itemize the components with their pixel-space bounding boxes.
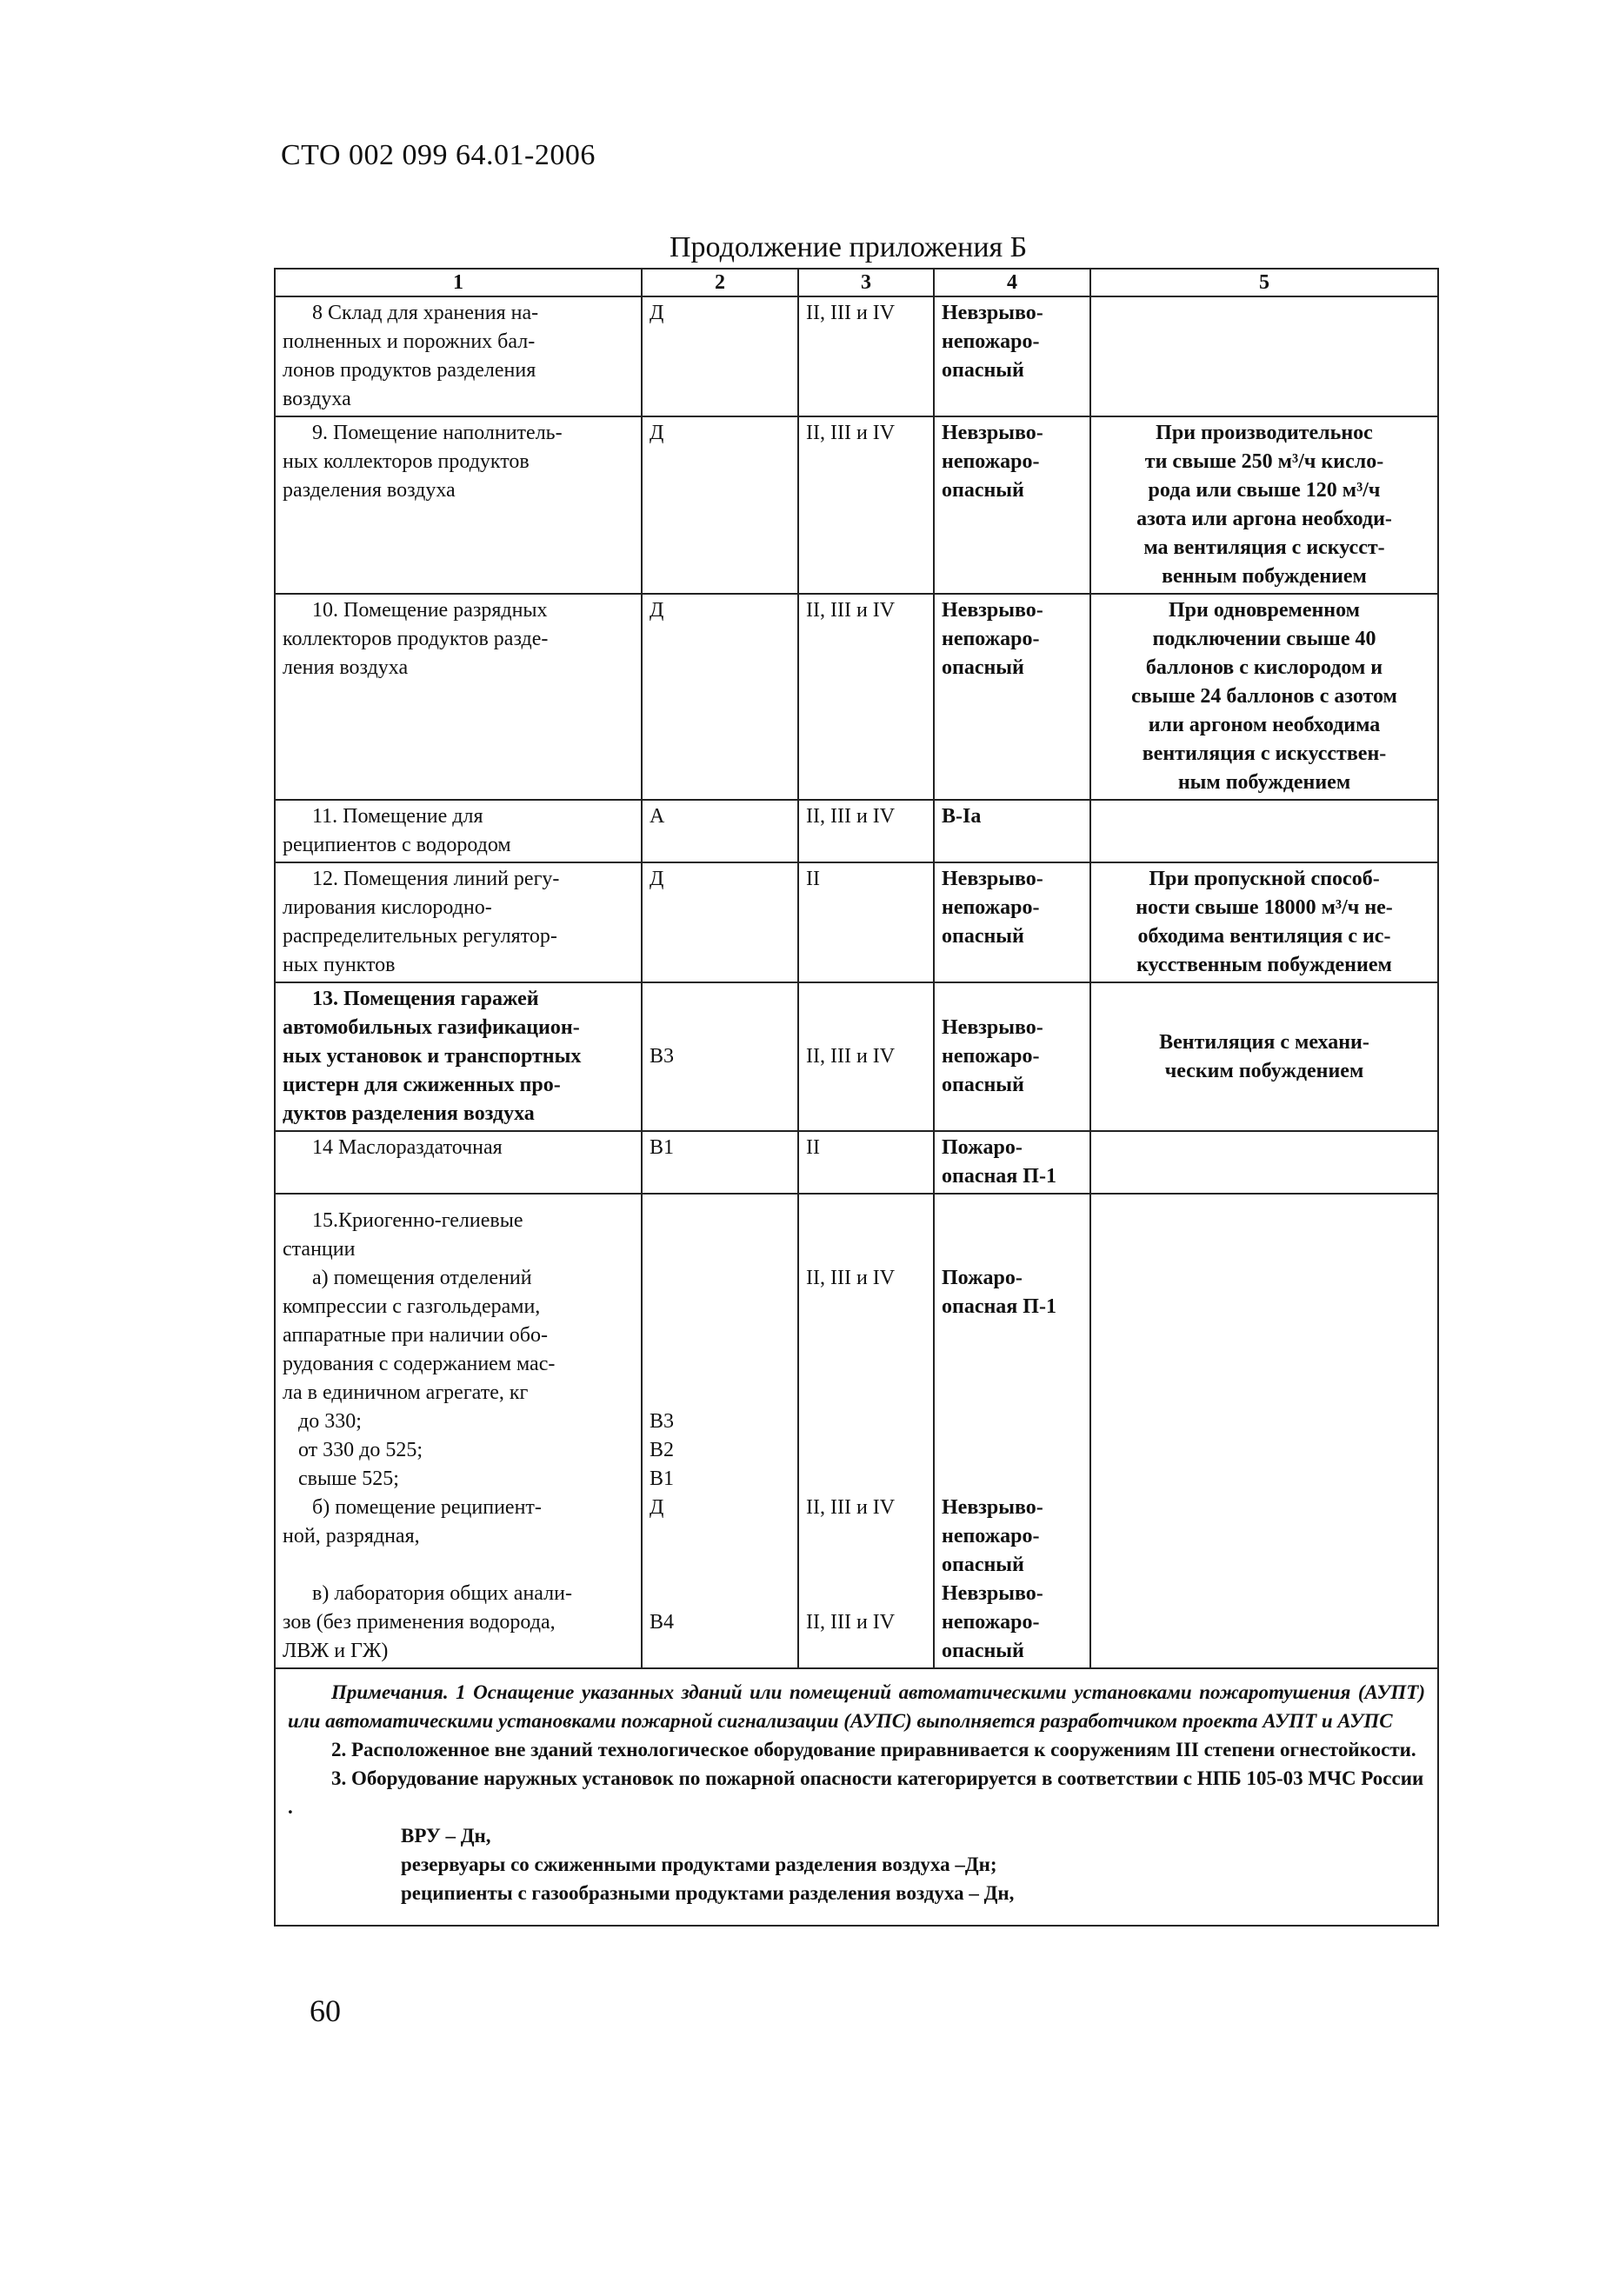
- hazard-class-cell: [934, 1131, 1090, 1194]
- fire-resistance-cell: II: [798, 862, 934, 982]
- room-name-cell: [275, 594, 642, 800]
- cell-line: 15.Криогенно-гелиевые: [312, 1209, 523, 1232]
- cell-line: непожаро-: [942, 450, 1040, 473]
- cell-line: Невзрыво-: [942, 868, 1043, 890]
- cell-line: рудования с содержанием мас-: [283, 1353, 556, 1375]
- cell-line: разделения воздуха: [283, 479, 456, 502]
- category-cell: В3: [642, 982, 798, 1131]
- cell-line: автомобильных газификацион-: [283, 1016, 580, 1039]
- cell-line: свыше 525;: [298, 1467, 399, 1490]
- table-caption: Продолжение приложения Б: [670, 231, 1028, 263]
- cell-line: Невзрыво-: [942, 599, 1043, 622]
- hazard-class-cell: [934, 296, 1090, 416]
- fire-resistance-cell: II, III и IV: [798, 982, 934, 1131]
- cell-line: коллекторов продуктов разде-: [283, 628, 549, 650]
- cell-line: II, III и IV: [806, 1267, 896, 1289]
- column-header-4: 4: [934, 269, 1090, 296]
- cell-line: воздуха: [283, 388, 351, 410]
- cell-line: II, III и IV: [806, 1496, 896, 1519]
- cell-line: обходима вентиляция с ис-: [1137, 925, 1391, 948]
- note-1-text-end: разработчиком проекта АУПТ и АУПС: [1040, 1710, 1393, 1732]
- notes-label: Примечания.: [331, 1681, 449, 1703]
- cell-line: или аргоном необходима: [1148, 714, 1381, 736]
- hazard-class-cell: [934, 862, 1090, 982]
- category-cell: [642, 1194, 798, 1668]
- category-cell: Д: [642, 862, 798, 982]
- column-header-1: 1: [275, 269, 642, 296]
- fire-resistance-cell: II, III и IV: [798, 416, 934, 594]
- cell-line: азота или аргона необходи-: [1136, 508, 1392, 530]
- cell-line: В4: [650, 1611, 675, 1634]
- cell-line: Невзрыво-: [942, 1582, 1043, 1605]
- category-cell: Д: [642, 594, 798, 800]
- cell-line: непожаро-: [942, 330, 1040, 353]
- hazard-class-cell: [934, 416, 1090, 594]
- cell-line: 9. Помещение наполнитель-: [312, 422, 563, 444]
- cell-line: ти свыше 250 м³/ч кисло-: [1144, 450, 1384, 473]
- cell-line: ным побуждением: [1177, 771, 1351, 794]
- cell-line: до 330;: [298, 1410, 362, 1433]
- cell-line: опасный: [942, 1554, 1024, 1576]
- cell-line: в) лаборатория общих анали-: [312, 1582, 572, 1605]
- cell-line: 12. Помещения линий регу-: [312, 868, 560, 890]
- notes-cell: [1090, 416, 1438, 594]
- cell-line: непожаро-: [942, 896, 1040, 919]
- cell-line: В3: [650, 1410, 675, 1433]
- category-cell: Д: [642, 296, 798, 416]
- table-header-row: [275, 269, 1438, 296]
- cell-line: непожаро-: [942, 1525, 1040, 1547]
- column-header-2: 2: [642, 269, 798, 296]
- cell-line: В1: [650, 1467, 675, 1490]
- table-row: [275, 416, 1438, 594]
- cell-line: 14 Маслораздаточная: [312, 1136, 503, 1159]
- cell-line: опасная П-1: [942, 1165, 1056, 1188]
- cell-line: 8 Склад для хранения на-: [312, 302, 539, 324]
- table-row-15: [275, 1194, 1438, 1668]
- cell-line: ЛВЖ и ГЖ): [283, 1640, 389, 1662]
- fire-resistance-cell: [798, 1194, 934, 1668]
- notes-cell: [1090, 982, 1438, 1131]
- cell-line: непожаро-: [942, 1611, 1040, 1634]
- cell-line: распределительных регулятор-: [283, 925, 557, 948]
- category-cell: Д: [642, 416, 798, 594]
- cell-line: При производительнос: [1156, 422, 1373, 444]
- cell-line: непожаро-: [942, 1045, 1040, 1068]
- cell-line: лонов продуктов разделения: [283, 359, 536, 382]
- cell-line: цистерн для сжиженных про-: [283, 1074, 561, 1096]
- cell-line: реципиентов с водородом: [283, 834, 511, 856]
- cell-line: ных пунктов: [283, 954, 396, 976]
- fire-category-table: [274, 268, 1437, 1927]
- notes-cell: [1090, 800, 1438, 862]
- cell-line: ных установок и транспортных: [283, 1045, 582, 1068]
- notes-block: [275, 1668, 1438, 1926]
- cell-line: венным побуждением: [1162, 565, 1367, 588]
- notes-cell: [1090, 862, 1438, 982]
- cell-line: Невзрыво-: [942, 1016, 1043, 1039]
- cell-line: ных коллекторов продуктов: [283, 450, 530, 473]
- cell-line: лирования кислородно-: [283, 896, 492, 919]
- page-number: 60: [310, 1993, 341, 2028]
- cell-line: Пожаро-: [942, 1267, 1023, 1289]
- notes-cell: [1090, 296, 1438, 416]
- note-3: 3. Оборудование наружных установок по пожарной опасности категорируется в соответствии с НПБ 105-03 МЧС России .: [288, 1767, 1424, 1818]
- room-name-cell: [275, 296, 642, 416]
- cell-line: опасная П-1: [942, 1295, 1056, 1318]
- cell-line: компрессии с газгольдерами,: [283, 1295, 541, 1318]
- room-name-cell: [275, 982, 642, 1131]
- fire-resistance-cell: II, III и IV: [798, 800, 934, 862]
- cell-line: ления воздуха: [283, 656, 409, 679]
- fire-resistance-cell: II, III и IV: [798, 296, 934, 416]
- cell-line: Пожаро-: [942, 1136, 1023, 1159]
- fire-resistance-cell: II: [798, 1131, 934, 1194]
- cell-line: баллонов с кислородом и: [1145, 656, 1383, 679]
- abbreviation-line: реципиенты с газообразными продуктами разделения воздуха – Дн,: [401, 1882, 1015, 1904]
- hazard-class-cell: [934, 982, 1090, 1131]
- table-row: [275, 1131, 1438, 1194]
- cell-line: 13. Помещения гаражей: [312, 988, 539, 1010]
- cell-line: ной, разрядная,: [283, 1525, 420, 1547]
- cell-line: В2: [650, 1439, 675, 1461]
- cell-line: опасный: [942, 1640, 1024, 1662]
- cell-line: опасный: [942, 1074, 1024, 1096]
- room-name-cell: [275, 416, 642, 594]
- cell-line: Невзрыво-: [942, 1496, 1043, 1519]
- hazard-class-cell: [934, 594, 1090, 800]
- notes-cell: [1090, 1194, 1438, 1668]
- cell-line: Невзрыво-: [942, 422, 1043, 444]
- cell-line: опасный: [942, 359, 1024, 382]
- room-name-cell: [275, 862, 642, 982]
- cell-line: свыше 24 баллонов с азотом: [1131, 685, 1397, 708]
- cell-line: полненных и порожних бал-: [283, 330, 536, 353]
- cell-line: ности свыше 18000 м³/ч не-: [1136, 896, 1393, 919]
- category-cell: А: [642, 800, 798, 862]
- hazard-class-cell: [934, 800, 1090, 862]
- table-notes-row: [275, 1668, 1438, 1926]
- cell-line: опасный: [942, 656, 1024, 679]
- cell-line: ла в единичном агрегате, кг: [283, 1381, 529, 1404]
- table-row: [275, 594, 1438, 800]
- notes-cell: [1090, 1131, 1438, 1194]
- cell-line: дуктов разделения воздуха: [283, 1102, 535, 1125]
- cell-line: Невзрыво-: [942, 302, 1043, 324]
- cell-line: рода или свыше 120 м³/ч: [1148, 479, 1381, 502]
- cell-line: При одновременном: [1168, 599, 1361, 622]
- cell-line: Вентиляция с механи-: [1159, 1030, 1369, 1054]
- cell-line: вентиляция с искусствен-: [1142, 742, 1387, 765]
- table-row: [275, 982, 1438, 1131]
- cell-line: ческим побуждением: [1164, 1059, 1364, 1082]
- cell-line: 11. Помещение для: [312, 805, 483, 828]
- room-name-cell: [275, 1194, 642, 1668]
- notes-cell: [1090, 594, 1438, 800]
- cell-line: станции: [283, 1238, 356, 1261]
- column-header-5: 5: [1090, 269, 1438, 296]
- cell-line: ма вентиляция с искусст-: [1143, 536, 1385, 559]
- table-row: [275, 862, 1438, 982]
- cell-line: кусственным побуждением: [1136, 954, 1392, 976]
- cell-line: В-Iа: [942, 805, 982, 828]
- cell-line: подключении свыше 40: [1152, 628, 1376, 650]
- cell-line: опасный: [942, 925, 1024, 948]
- column-header-3: 3: [798, 269, 934, 296]
- note-1-text: 1 Оснащение указанных зданий или помещений автоматическими установками пожаротушения (АУПТ) или автоматическими установками пожарной сигнализации (АУПС) выполняется: [288, 1681, 1425, 1732]
- note-1: [288, 1678, 1425, 1735]
- cell-line: б) помещение реципиент-: [312, 1496, 542, 1519]
- cell-line: непожаро-: [942, 628, 1040, 650]
- room-name-cell: [275, 800, 642, 862]
- note-2: 2. Расположенное вне зданий технологическое оборудование приравнивается к сооружениям III степени огнестойкости.: [331, 1739, 1416, 1760]
- hazard-class-cell: [934, 1194, 1090, 1668]
- cell-line: аппаратные при наличии обо-: [283, 1324, 548, 1347]
- document-code: СТО 002 099 64.01-2006: [281, 139, 596, 171]
- abbreviation-line: ВРУ – Дн,: [401, 1825, 491, 1847]
- abbreviation-line: резервуары со сжиженными продуктами разделения воздуха –Дн;: [401, 1853, 997, 1875]
- table-row: [275, 800, 1438, 862]
- room-name-cell: [275, 1131, 642, 1194]
- cell-line: II, III и IV: [806, 1611, 896, 1634]
- fire-resistance-cell: II, III и IV: [798, 594, 934, 800]
- cell-line: При пропускной способ-: [1149, 868, 1380, 890]
- cell-line: Д: [650, 1496, 664, 1519]
- cell-line: от 330 до 525;: [298, 1439, 423, 1461]
- cell-line: опасный: [942, 479, 1024, 502]
- cell-line: 10. Помещение разрядных: [312, 599, 548, 622]
- cell-line: зов (без применения водорода,: [283, 1611, 556, 1634]
- table-row: [275, 296, 1438, 416]
- cell-line: а) помещения отделений: [312, 1267, 532, 1289]
- category-cell: В1: [642, 1131, 798, 1194]
